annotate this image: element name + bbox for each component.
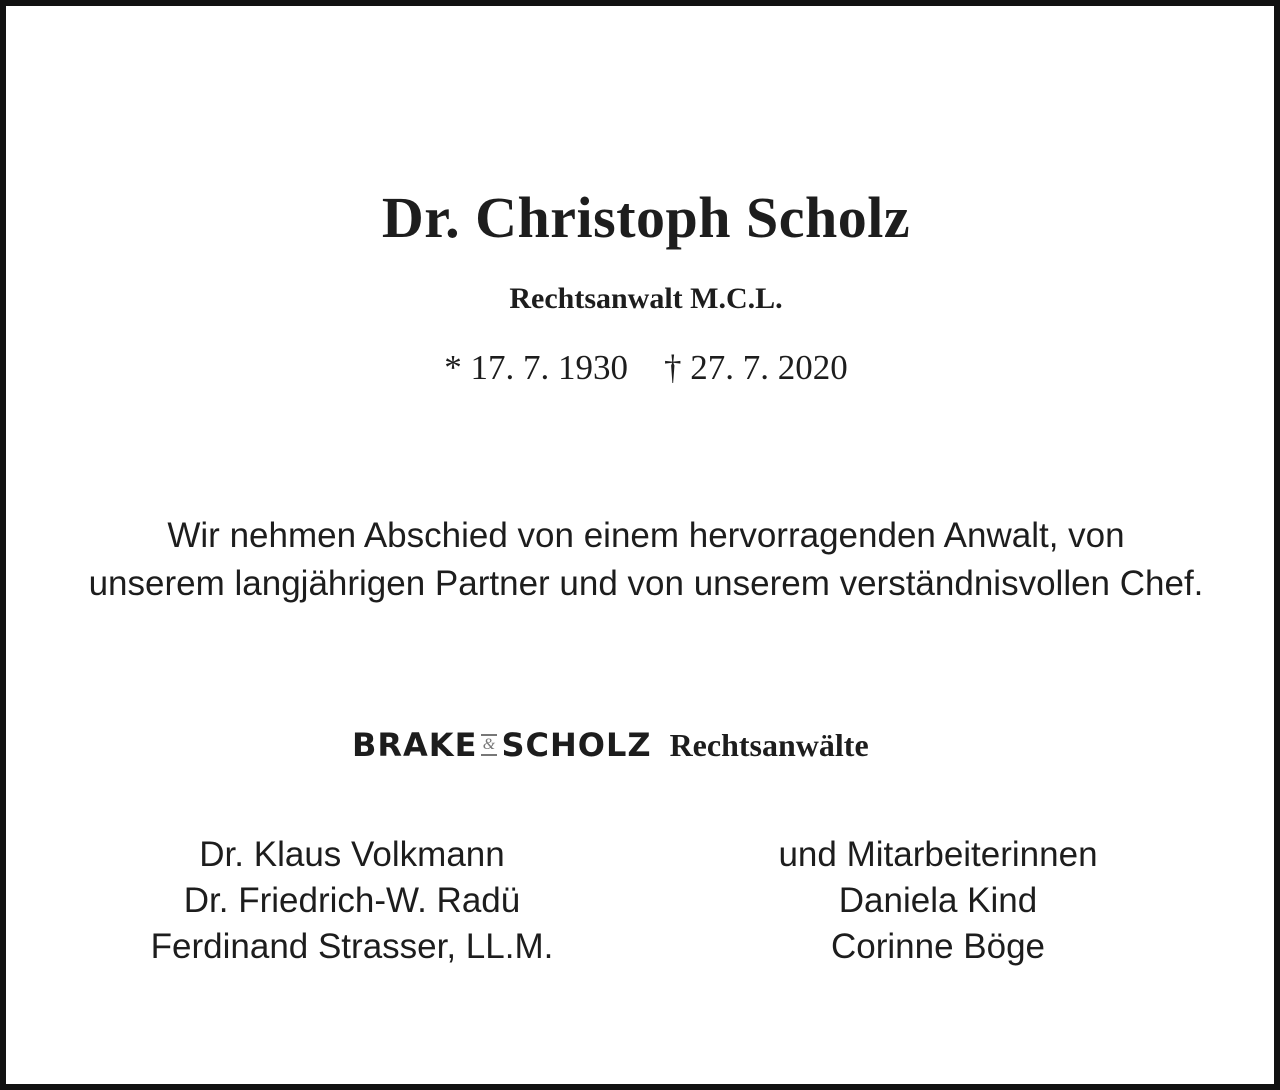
deceased-title: Rechtsanwalt M.C.L. (509, 282, 783, 315)
logo-ampersand: & (482, 736, 497, 753)
partner-name: Ferdinand Strasser, LL.M. (150, 927, 554, 966)
farewell-message (6, 512, 1280, 608)
staff-heading: und Mitarbeiterinnen (778, 835, 1098, 874)
message-line: unserem langjährigen Partner und von unserem verständnisvollen Chef. (88, 564, 1204, 603)
death-date: † 27. 7. 2020 (664, 348, 848, 387)
firm-signature (352, 722, 869, 768)
ampersand-mark-icon (479, 726, 499, 764)
message-line: Wir nehmen Abschied von einem hervorragenden Anwalt, von (167, 516, 1125, 555)
firm-logo (352, 722, 652, 768)
staff-name: Corinne Böge (830, 927, 1046, 966)
staff-name: Daniela Kind (838, 881, 1038, 920)
partners-list (102, 832, 602, 970)
logo-text-right: SCHOLZ (501, 726, 652, 764)
deceased-name: Dr. Christoph Scholz (381, 185, 911, 250)
partner-name: Dr. Friedrich-W. Radü (183, 881, 521, 920)
staff-list (688, 832, 1188, 970)
birth-date: * 17. 7. 1930 (444, 348, 628, 387)
logo-text-left: BRAKE (352, 726, 478, 764)
life-dates (6, 348, 1280, 388)
partner-name: Dr. Klaus Volkmann (199, 835, 505, 874)
firm-suffix: Rechtsanwälte (669, 726, 869, 763)
